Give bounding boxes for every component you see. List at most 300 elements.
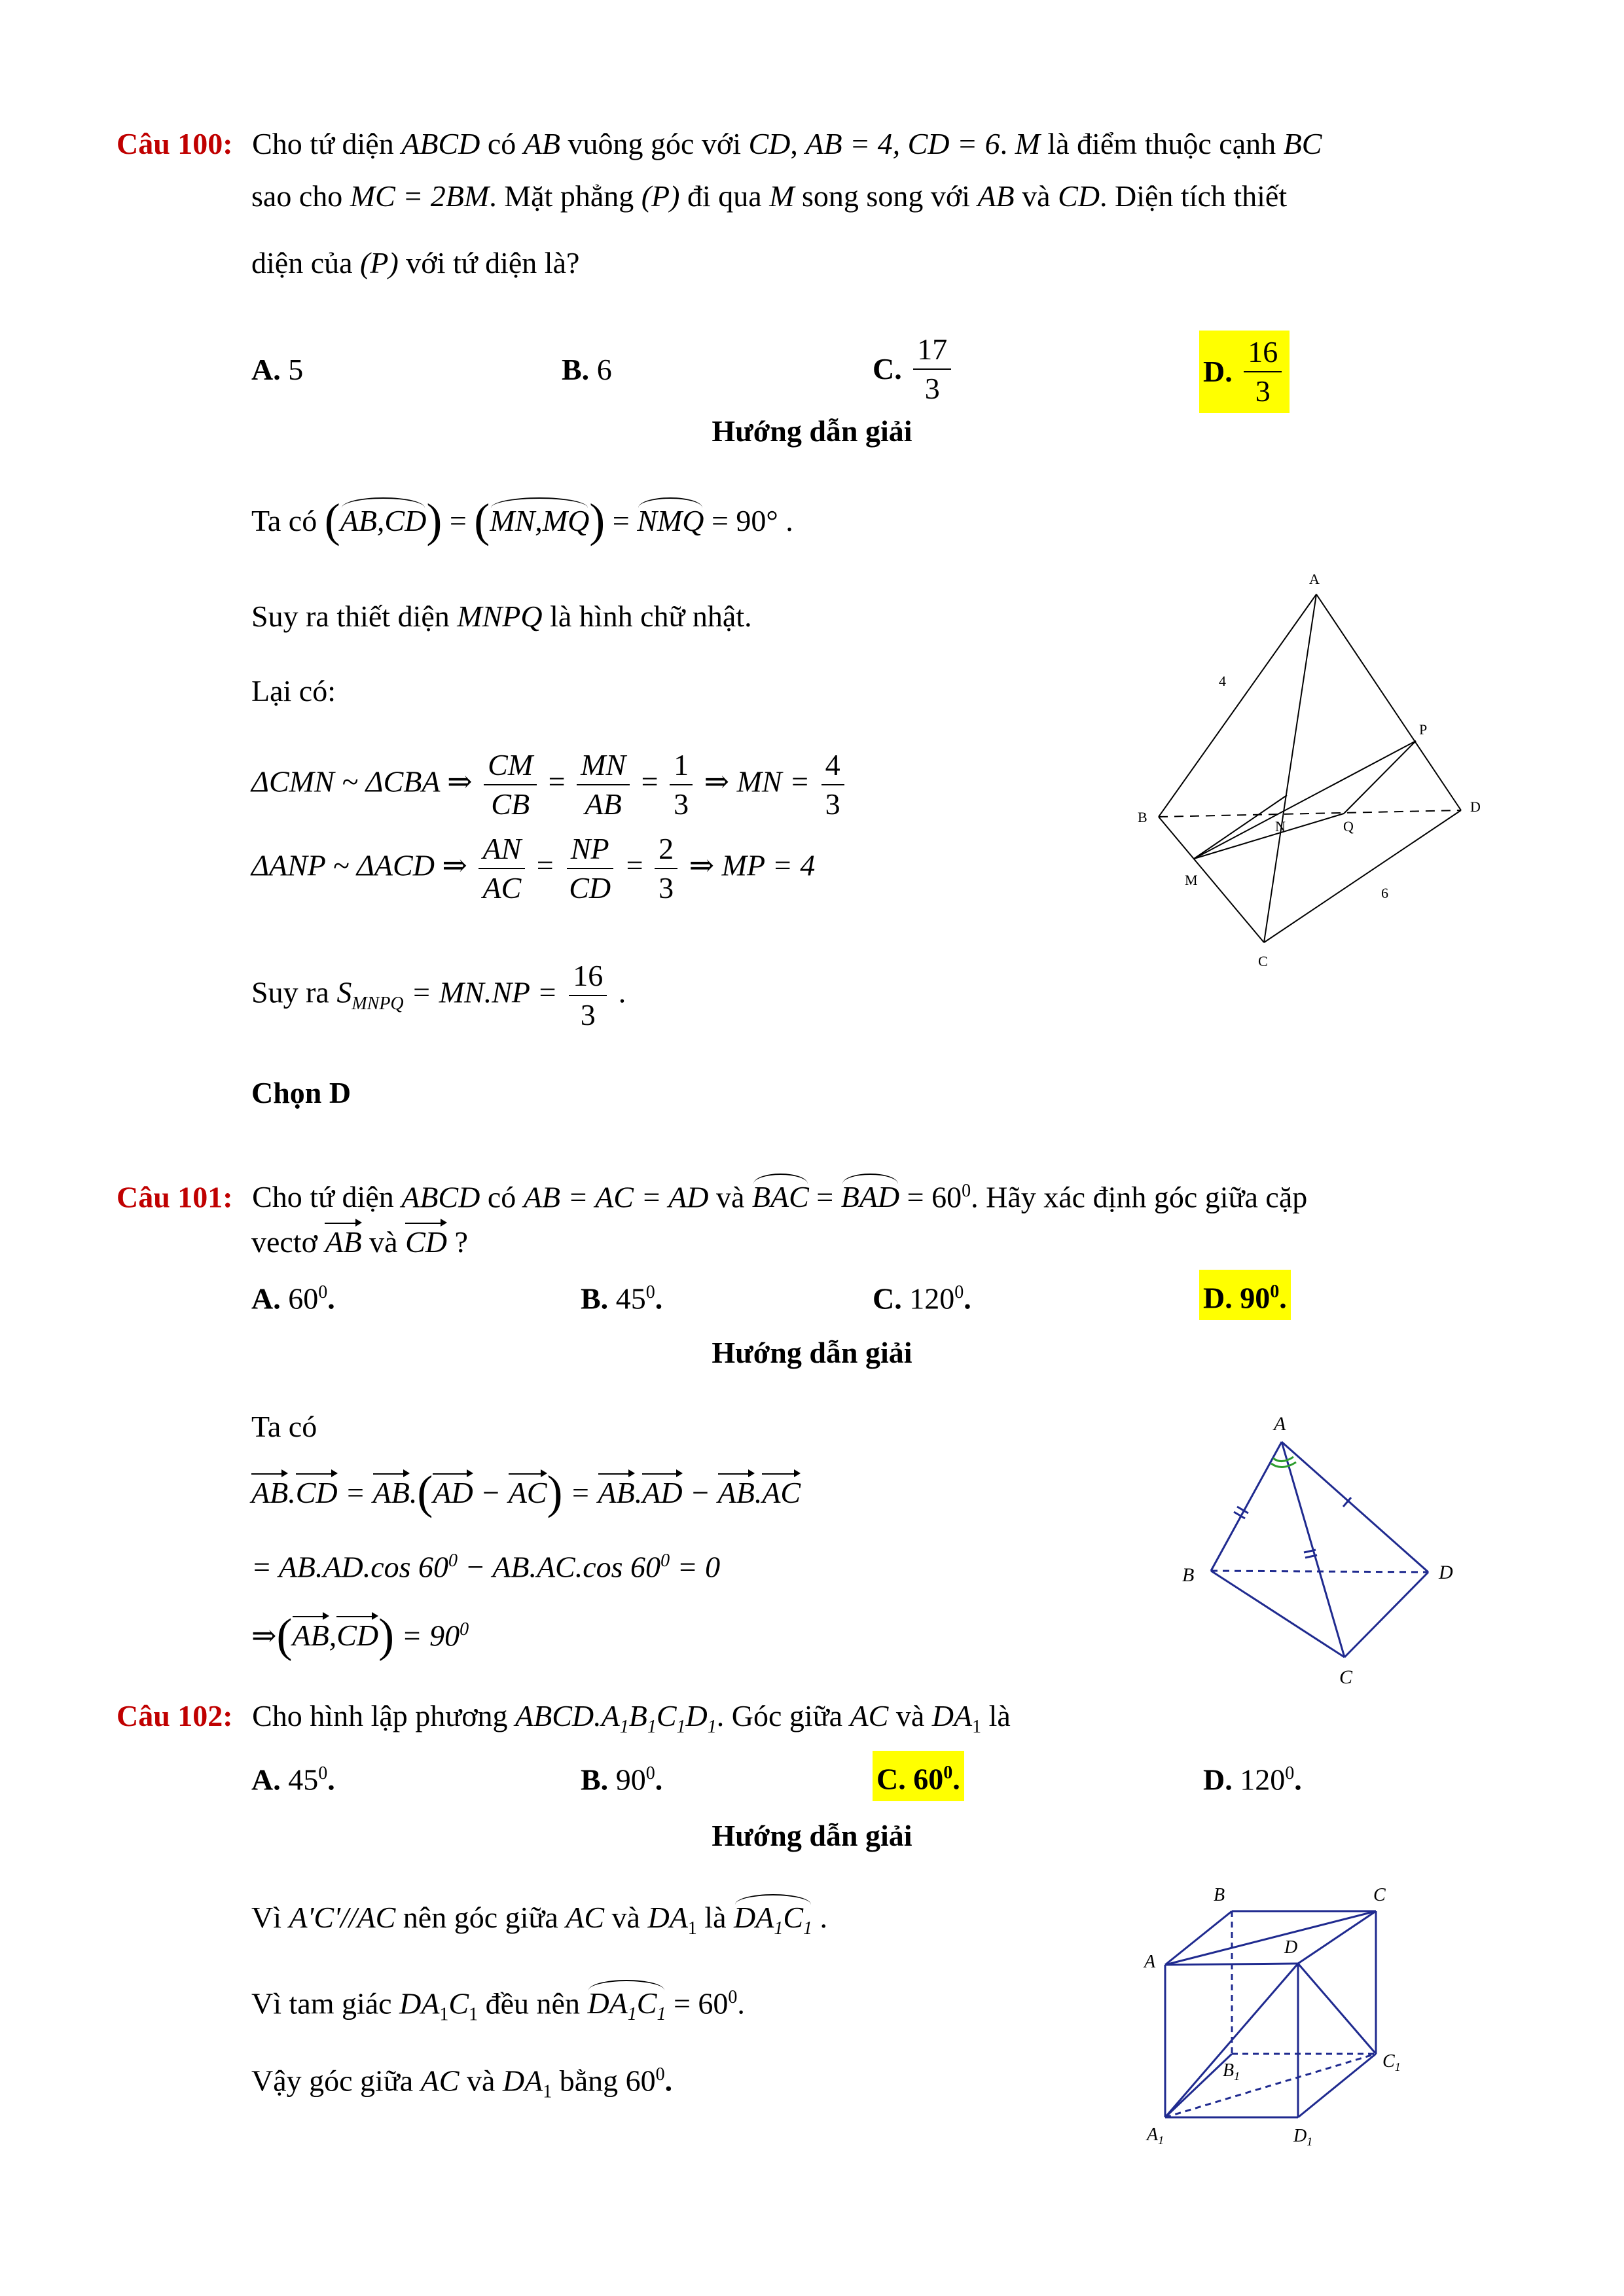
fraction-denominator: AB [585, 787, 622, 821]
option-value: 60 [913, 1762, 944, 1796]
edge-ab [1211, 1442, 1282, 1571]
q100-option-c[interactable] [873, 331, 955, 408]
option-end: . [655, 1282, 663, 1316]
fraction [484, 746, 537, 823]
q101-tetrahedron-figure [1139, 1401, 1479, 1689]
q100-text: diện của [251, 246, 353, 279]
option-value: 45 [615, 1282, 646, 1316]
q100-math: AB = 4, CD = 6 [805, 127, 1000, 160]
section-pq [1344, 741, 1416, 814]
edge-ab [1159, 594, 1316, 817]
superscript: 0 [954, 1282, 964, 1302]
equals: = [816, 1180, 834, 1214]
sol-text: Vậy góc giữa [251, 2064, 414, 2098]
subscript: 1 [687, 1918, 697, 1939]
equals: = [536, 848, 554, 882]
q100-text: vuông góc với [568, 127, 741, 160]
q102-solution-heading: Hướng dẫn giải [712, 1819, 912, 1852]
fraction-denominator: 3 [659, 871, 674, 905]
q102-text: là [988, 1699, 1011, 1732]
sol-math: = 0 [677, 1550, 721, 1584]
option-letter: A. [251, 1282, 281, 1316]
option-letter: B. [581, 1763, 609, 1797]
q101-text: và [369, 1225, 398, 1259]
angle-da1c1 [734, 1898, 812, 1948]
label-a1-sub: 1 [1158, 2134, 1164, 2147]
subscript: MNPQ [352, 993, 404, 1014]
option-letter: D. [1203, 1763, 1233, 1797]
superscript: 0 [460, 1619, 469, 1640]
q102-sol-line1 [251, 1898, 827, 1948]
sol-math: C [448, 1986, 469, 2020]
q102-math: DA [931, 1699, 973, 1732]
equals: = [345, 1476, 366, 1509]
subscript: 1 [627, 2004, 637, 2025]
option-value: 5 [288, 353, 304, 386]
sol-math: = AB.AD.cos 60 [251, 1550, 449, 1584]
sol-text: Suy ra [251, 975, 329, 1009]
q102-math: D [685, 1699, 708, 1732]
label-q: Q [1343, 818, 1354, 834]
label-c1-sub: 1 [1394, 2060, 1401, 2073]
label-length-cd: 6 [1381, 885, 1388, 901]
option-end: . [1294, 1763, 1302, 1797]
q100-text: và [1022, 179, 1051, 213]
q101-option-d[interactable] [1199, 1270, 1291, 1320]
q102-text: . Góc giữa [716, 1699, 843, 1732]
label-a: A [1144, 1952, 1156, 1972]
fraction [655, 830, 677, 907]
q100-math: (P) [360, 246, 399, 279]
q100-text: là điểm thuộc cạnh [1047, 127, 1276, 160]
eq-lhs: ΔANP ~ ΔACD ⇒ [251, 848, 467, 882]
q100-text: . Diện tích thiết [1099, 179, 1288, 213]
sol-text: . [664, 2064, 673, 2098]
label-b1 [1223, 2060, 1240, 2083]
q101-option-b[interactable] [581, 1273, 662, 1318]
option-value: 60 [288, 1282, 319, 1316]
subscript: 1 [469, 2004, 478, 2025]
superscript: 0 [645, 1763, 655, 1784]
q100-line3 [251, 243, 579, 283]
option-value: 120 [909, 1282, 955, 1316]
q101-solution-heading: Hướng dẫn giải [712, 1336, 912, 1369]
angle-da1c1 [587, 1984, 666, 2034]
q100-option-b[interactable] [562, 350, 612, 389]
q101-sol-line1: Ta có [251, 1410, 317, 1443]
q100-text: với tứ diện là? [406, 246, 580, 279]
section-mq [1194, 814, 1344, 859]
vector-ab: AB [293, 1616, 329, 1655]
label-b1-sub: 1 [1234, 2070, 1240, 2083]
fraction-numerator: AN [478, 830, 525, 869]
q100-text: , [790, 127, 798, 160]
edge-ad [1316, 594, 1461, 810]
subscript: 1 [543, 2081, 552, 2102]
fraction-numerator: CM [484, 746, 537, 785]
superscript: 0 [1270, 1282, 1280, 1302]
fraction-numerator: 1 [670, 746, 693, 785]
equals: = [612, 504, 630, 537]
q101-math: ABCD [401, 1180, 480, 1214]
label-n: N [1275, 818, 1286, 834]
label-c: C [1373, 1885, 1386, 1905]
sol-math: S [336, 975, 352, 1009]
q100-eq2 [251, 830, 815, 907]
sol-math: MNPQ [457, 600, 543, 633]
label-a: A [1309, 571, 1320, 587]
fraction-denominator: 3 [674, 787, 689, 821]
sol-math: C [636, 1986, 657, 2020]
vector-ab: AB [373, 1473, 410, 1513]
option-end: . [952, 1762, 960, 1796]
edge-ac [1264, 594, 1316, 942]
sol-math: DA [734, 1901, 774, 1934]
dot: . [288, 1476, 296, 1509]
option-value: 120 [1240, 1763, 1286, 1797]
edge-bc [1211, 1571, 1344, 1657]
q102-option-b[interactable] [581, 1754, 662, 1799]
label-a1 [1146, 2125, 1164, 2147]
q100-choose: Chọn D [251, 1076, 352, 1109]
option-letter: C. [873, 352, 902, 386]
sol-text: nên góc giữa [403, 1901, 558, 1934]
label-length-ab: 4 [1219, 673, 1226, 689]
q100-text: . [1000, 127, 1008, 160]
option-end: . [327, 1282, 335, 1316]
edge-d1c1 [1298, 2054, 1376, 2117]
q100-math: AB [523, 127, 560, 160]
q102-option-d[interactable] [1203, 1754, 1302, 1799]
q100-math: BC [1283, 127, 1322, 160]
vector-ac: AC [509, 1473, 547, 1513]
option-letter: B. [581, 1282, 609, 1316]
q100-option-d[interactable] [1199, 331, 1290, 413]
equals: = [548, 764, 566, 798]
q100-text: đi qua [687, 179, 762, 213]
q100-line1 [117, 124, 1322, 164]
edge-cd [1344, 1572, 1428, 1657]
fraction-numerator: 16 [569, 957, 607, 996]
option-value: 90 [615, 1763, 646, 1797]
fraction-numerator: 4 [821, 746, 844, 785]
vector-cd: CD [296, 1473, 338, 1513]
q100-option-a[interactable] [251, 350, 303, 389]
section-mn [1194, 795, 1287, 859]
q100-math: M [769, 179, 795, 213]
option-fraction [1244, 333, 1282, 410]
q102-sol-line3 [251, 2055, 672, 2112]
superscript: 0 [943, 1763, 953, 1783]
subscript: 1 [707, 1717, 717, 1738]
edge-bd-hidden [1211, 1571, 1428, 1572]
label-d1-sub: 1 [1307, 2135, 1313, 2148]
q102-math: ABCD.A [515, 1699, 620, 1732]
diag-a1c1-hidden [1165, 2054, 1376, 2117]
q101-sol-line4: ⇒(AB,CD) = $90^0$ [251, 1609, 469, 1662]
dot: . [409, 1476, 418, 1509]
superscript: 0 [318, 1763, 328, 1784]
fraction-denominator: 3 [924, 372, 940, 405]
vector-ac: AC [762, 1473, 801, 1513]
angle-bad: BAD [841, 1177, 899, 1217]
edge-cd [1264, 810, 1461, 942]
sol-text: và [466, 2064, 496, 2098]
option-fraction [913, 331, 951, 408]
option-letter: A. [251, 1763, 281, 1797]
vector-ab: AB [718, 1473, 755, 1513]
q102-text: Cho hình lập phương [252, 1699, 508, 1732]
sol-text: . [737, 1986, 745, 2020]
fraction [670, 746, 693, 823]
label-c: C [1339, 1666, 1353, 1688]
q101-sol-line2: AB.CD = AB.(AD − AC) = AB.AD − AB.AC [251, 1466, 801, 1518]
fraction-denominator: 3 [580, 998, 596, 1031]
label-d1-letter: D [1293, 2126, 1307, 2146]
equals: = [449, 504, 467, 537]
superscript: 0 [655, 2064, 665, 2085]
q101-sol-line3 [251, 1541, 720, 1587]
q101-text: ? [454, 1225, 468, 1259]
fraction-denominator: AC [482, 871, 522, 905]
subscript: 1 [972, 1717, 982, 1738]
option-end: . [964, 1282, 971, 1316]
sol-text: Ta có [251, 504, 317, 537]
q100-eq1 [251, 746, 848, 823]
q101-option-a[interactable] [251, 1273, 335, 1318]
q101-text: và [715, 1180, 745, 1214]
label-d: D [1284, 1937, 1298, 1958]
subscript: 1 [647, 1717, 657, 1738]
subscript: 1 [657, 2004, 666, 2025]
option-letter: A. [251, 353, 281, 386]
q101-text: Cho tứ diện [252, 1180, 394, 1214]
q100-math: CD [1058, 179, 1100, 213]
sol-text: . [820, 1901, 828, 1934]
q101-line1 [117, 1172, 1307, 1217]
subscript: 1 [803, 1918, 813, 1939]
option-letter: C. [873, 1282, 902, 1316]
dot: . [634, 1476, 643, 1509]
q100-math: MC = 2BM [350, 179, 490, 213]
sol-math: C [783, 1901, 804, 1934]
fraction-numerator: NP [567, 830, 613, 869]
q101-label: Câu 101: [117, 1180, 233, 1214]
option-value: 90 [1240, 1281, 1271, 1315]
equals: = [626, 848, 643, 882]
angle-bac: BAC [752, 1177, 809, 1217]
q101-text: có [487, 1180, 516, 1214]
vector-cd: CD [405, 1223, 447, 1262]
sol-text: Vì tam giác [251, 1986, 392, 2020]
sol-math: DA [587, 1986, 628, 2020]
vector-ab: AB [251, 1473, 288, 1513]
option-value: 45 [288, 1763, 319, 1797]
option-letter: C. [876, 1762, 906, 1796]
minus: − [480, 1476, 501, 1509]
q102-sol-line2 [251, 1978, 745, 2035]
implies: ⇒ [251, 1619, 277, 1653]
sol-math: 60 [625, 2064, 656, 2098]
q102-math: B [628, 1699, 647, 1732]
q100-math: (P) [641, 179, 680, 213]
option-end: . [1279, 1281, 1287, 1315]
edge-bc [1159, 817, 1264, 942]
sol-text: đều nên [485, 1986, 580, 2020]
implies: ⇒ MP = 4 [689, 848, 816, 882]
q102-option-a[interactable] [251, 1754, 335, 1799]
fraction-denominator: CD [569, 871, 611, 905]
label-b: B [1182, 1564, 1195, 1586]
superscript: 0 [660, 1551, 670, 1571]
q100-sol-line1: Ta có (AB,CD) = (MN,MQ) = NMQ = 90° . [251, 494, 793, 547]
sol-math: AC [420, 2064, 460, 2098]
q100-math: M [1015, 127, 1040, 160]
superscript: 0 [728, 1987, 738, 2007]
sol-text: là hình chữ nhật. [550, 600, 752, 633]
q100-sol-line4 [251, 957, 626, 1034]
q102-label: Câu 102: [117, 1699, 233, 1732]
q100-sol-line3: Lại có: [251, 674, 336, 708]
fraction-numerator: 16 [1244, 333, 1282, 372]
q100-label: Câu 100: [117, 127, 233, 160]
edge-ad [1282, 1442, 1428, 1572]
q100-math: CD [748, 127, 791, 160]
q100-text: Cho tứ diện [252, 127, 394, 160]
sol-text: = 90° . [711, 504, 793, 537]
subscript: 1 [774, 1918, 784, 1939]
q100-line2 [251, 177, 1287, 216]
option-value: 6 [596, 353, 612, 386]
sol-math: DA [399, 1986, 440, 2020]
option-end: . [327, 1763, 335, 1797]
diag-ac [1165, 1911, 1376, 1965]
sol-math: A'C'//AC [289, 1901, 396, 1934]
subscript: 1 [676, 1717, 686, 1738]
vector-ad: AD [433, 1473, 473, 1513]
diag-dc1 [1298, 1964, 1376, 2054]
q101-math: = 60 [907, 1180, 962, 1214]
q100-text: sao cho [251, 179, 343, 213]
label-d: D [1439, 1562, 1453, 1583]
fraction [565, 830, 615, 907]
edge-bd-hidden [1159, 810, 1461, 817]
q100-text: có [487, 127, 516, 160]
q102-line1 [117, 1696, 1011, 1747]
fraction-denominator: 3 [825, 787, 840, 821]
label-d1 [1293, 2126, 1312, 2148]
q100-math: AB [977, 179, 1015, 213]
sol-math: AC [566, 1901, 605, 1934]
sol-text: là [704, 1901, 727, 1934]
label-c1-letter: C [1382, 2051, 1395, 2072]
sol-text: Vì [251, 1901, 281, 1934]
q102-option-c[interactable] [873, 1751, 964, 1801]
q100-tetrahedron-figure [1113, 550, 1479, 982]
sol-math: DA [647, 1901, 688, 1934]
q101-math: AB = AC = AD [523, 1180, 709, 1214]
option-letter: D. [1203, 355, 1233, 388]
q100-math: ABCD [401, 127, 480, 160]
fraction [569, 957, 607, 1034]
q101-option-c[interactable] [873, 1273, 971, 1318]
fraction [577, 746, 630, 823]
sol-text: và [611, 1901, 640, 1934]
vector-cd: CD [336, 1616, 378, 1655]
subscript: 1 [439, 2004, 449, 2025]
dot: . [754, 1476, 763, 1509]
fraction-numerator: 17 [913, 331, 951, 370]
q101-text: vectơ [251, 1225, 317, 1259]
angle-ab-cd: AB,CD [340, 501, 427, 541]
fraction-denominator: 3 [1255, 374, 1271, 408]
option-end: . [655, 1763, 663, 1797]
sol-text: bằng [559, 2064, 619, 2098]
section-mp [1194, 741, 1416, 859]
equals: = [569, 1476, 591, 1509]
fraction [821, 746, 844, 823]
sol-text: Suy ra thiết diện [251, 600, 450, 633]
sol-math: = MN.NP = [411, 975, 558, 1009]
label-p: P [1419, 721, 1428, 738]
superscript: 0 [1285, 1763, 1295, 1784]
q100-sol-line2 [251, 597, 752, 636]
angle-nmq: NMQ [637, 501, 704, 541]
vector-ab: AB [325, 1223, 361, 1262]
label-c1 [1382, 2051, 1401, 2073]
label-d: D [1470, 798, 1481, 815]
label-c: C [1258, 953, 1268, 969]
label-b: B [1138, 809, 1147, 825]
sol-math: − AB.AC.cos 60 [465, 1550, 661, 1584]
equals: = [641, 764, 659, 798]
minus: − [690, 1476, 711, 1509]
sol-math: DA [502, 2064, 543, 2098]
angle-mn-mq: MN,MQ [490, 501, 589, 541]
q100-text: . Mặt phẳng [489, 179, 634, 213]
sol-math: = 60 [673, 1986, 729, 2020]
sol-math: = 90 [401, 1619, 460, 1653]
superscript: 0 [645, 1282, 655, 1302]
vector-ad: AD [642, 1473, 682, 1513]
subscript: 1 [619, 1717, 629, 1738]
angle-arc [1271, 1462, 1296, 1467]
q100-text: song song với [802, 179, 970, 213]
q101-text: . Hãy xác định góc giữa cặp [971, 1180, 1308, 1214]
q102-math: C [656, 1699, 677, 1732]
fraction [478, 830, 525, 907]
superscript: 0 [318, 1282, 328, 1302]
q102-text: và [895, 1699, 925, 1732]
q102-cube-name [515, 1699, 717, 1738]
comma: , [329, 1619, 337, 1653]
fraction-numerator: 2 [655, 830, 677, 869]
sol-text: . [618, 975, 626, 1009]
label-m: M [1185, 872, 1198, 888]
edge-dc [1298, 1911, 1376, 1964]
q100-solution-heading: Hướng dẫn giải [712, 414, 912, 448]
superscript: 0 [448, 1551, 458, 1571]
q102-math: AC [850, 1699, 889, 1732]
label-b1-letter: B [1223, 2060, 1235, 2081]
fraction-numerator: MN [577, 746, 630, 785]
q101-line2 [251, 1223, 468, 1262]
option-letter: B. [562, 353, 590, 386]
option-letter: D. [1203, 1281, 1233, 1315]
label-a1-letter: A [1147, 2125, 1159, 2145]
label-b: B [1214, 1885, 1225, 1905]
eq-lhs: ΔCMN ~ ΔCBA ⇒ [251, 764, 473, 798]
